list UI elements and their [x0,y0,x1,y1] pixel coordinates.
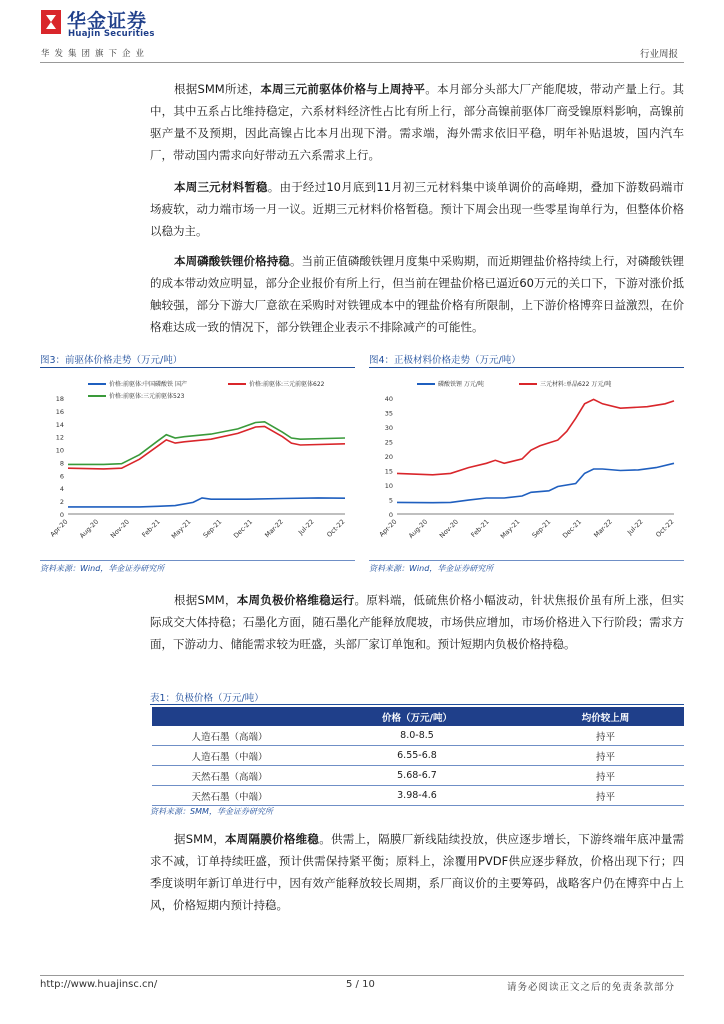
footer-disclaimer: 请务必阅读正文之后的免责条款部分 [507,982,676,993]
x-tick-label: Nov-20 [437,517,460,540]
x-tick-label: Dec-21 [561,517,584,540]
x-tick-label: Feb-21 [140,517,162,540]
table-row [152,746,684,766]
anode-price-table [152,707,684,806]
y-tick-label: 10 [55,446,64,455]
figure4-source: 资料来源：Wind，华金证券研究所 [369,564,494,573]
logo-mark-icon [40,9,62,35]
y-tick-label: 10 [384,482,393,490]
page-number: 5 / 10 [346,979,375,990]
legend-label: 磷酸铁锂 万元/吨 [438,381,484,388]
y-tick-label: 8 [59,459,64,468]
table1-caption: 表1：负极价格（万元/吨） [150,693,264,704]
p5-lead: 据SMM， [174,832,225,846]
legend-label: 价格:前驱体:中国磷酸铁 国产 [109,381,187,388]
product-cell: 天然石墨（高端） [152,766,307,786]
y-tick-label: 40 [384,395,393,403]
p2-body: 。由于经过10月底到11月初三元材料集中谈单调价的高峰期，叠加下游数码端市场疲软，动力端市场一月一议。近期三元材料价格暂稳。预计下周会出现一些零星询单行为，但整体价格以稳为主。 [150,180,685,238]
p1-body: 。本月部分头部大厂产能爬坡，带动产量上行。其中，其中五系占比维持稳定，六系材料经济性占比有所上行，部分高镍前驱体厂商受镍原料影响，高镍前驱产量不及预期，因此高镍占比本月出现下滑。需求端，海外需求依旧平稳，明年补贴退坡，国内汽车厂，带动国内需求向好带动五六系需求上行。 [150,82,684,162]
x-tick-label: Jul-22 [296,517,316,537]
y-tick-label: 0 [59,511,64,519]
p5-body: 。供需上，隔膜厂新线陆续投放，供应逐步增长，下游终端年底冲量需求不减，订单持续旺盛，预计供需保持紧平衡；原料上，涂覆用PVDF供应逐步释放，价格出现下行；四季度谈明年新订单进行中，因有效产能释放较长周期，系厂商议价的主要筹码，战略客户仍在博弈中占上风，价格短期内预计持稳。 [150,832,684,912]
x-tick-label: Sep-21 [201,517,224,540]
paragraph-precursor [150,78,684,166]
price-cell: 3.98-4.6 [307,786,527,806]
table-header-cell [152,707,307,726]
figure3-caption: 图3：前驱体价格走势（万元/吨） [40,355,183,366]
p3-highlight: 本周磷酸铁锂价格持稳 [174,254,290,268]
y-tick-label: 12 [55,433,64,442]
series-line [68,498,345,507]
legend-label: 价格:前驱体:三元前驱体622 [249,381,325,388]
price-cell: 6.55-6.8 [307,746,527,766]
change-cell: 持平 [527,786,684,806]
p1-lead: 根据SMM所述， [174,82,261,96]
x-tick-label: Aug-20 [78,517,101,540]
series-line [68,426,345,469]
figure4-caption: 图4：正极材料价格走势（万元/吨） [369,355,521,366]
x-tick-label: Apr-20 [48,517,70,539]
product-cell: 人造石墨（中端） [152,746,307,766]
legend-label: 价格:前驱体:三元前驱体523 [109,393,185,400]
y-tick-label: 14 [55,420,64,429]
change-cell: 持平 [527,766,684,786]
y-tick-label: 5 [388,496,393,505]
x-tick-label: Oct-22 [325,517,347,539]
table-header-row [152,707,684,726]
x-tick-label: Sep-21 [530,517,553,540]
product-cell: 天然石墨（中端） [152,786,307,806]
x-tick-label: Feb-21 [469,517,491,540]
y-tick-label: 2 [59,498,64,507]
x-tick-label: Apr-20 [377,517,399,539]
series-line [397,399,674,474]
series-line [397,463,674,502]
y-tick-label: 35 [384,409,393,418]
header-divider [40,62,684,63]
x-tick-label: Mar-22 [592,517,614,540]
y-tick-label: 4 [59,485,64,494]
x-tick-label: May-21 [169,517,193,541]
x-tick-label: Jul-22 [625,517,645,537]
logo-chinese-name: 华金证券 [67,10,148,32]
footer-divider [40,975,684,976]
y-tick-label: 25 [384,438,393,447]
logo-english-name: Huajin Securities [68,29,155,39]
change-cell: 持平 [527,746,684,766]
footer-website-link[interactable]: http://www.huajinsc.cn/ [40,979,158,990]
y-tick-label: 30 [384,424,393,432]
x-tick-label: Mar-22 [263,517,285,540]
p2-highlight: 本周三元材料暂稳 [174,180,268,194]
paragraph-anode [150,589,684,655]
figure3-chart [40,372,355,557]
p1-highlight: 本周三元前驱体价格与上周持平 [260,82,426,96]
p4-highlight: 本周负极价格维稳运行 [236,593,355,607]
p4-lead: 根据SMM， [174,593,237,607]
table-header-cell: 均价较上周 [527,707,684,726]
paragraph-separator [150,828,684,916]
price-cell: 8.0-8.5 [307,726,527,746]
report-type: 行业周报 [640,49,679,60]
paragraph-lfp [150,250,684,338]
x-tick-label: Aug-20 [407,517,430,540]
figure4-plot [378,380,676,540]
y-tick-label: 20 [384,453,393,461]
p5-highlight: 本周隔膜价格维稳 [224,832,320,846]
y-tick-label: 15 [384,467,393,476]
figure3-source: 资料来源：Wind，华金证券研究所 [40,564,165,573]
figure4-source-rule [369,560,684,561]
group-tagline: 华发集团旗下企业 [41,49,150,59]
paragraph-ternary [150,176,684,242]
figure3-source-rule [40,560,355,561]
x-tick-label: Nov-20 [108,517,131,540]
y-tick-label: 18 [55,395,64,403]
table-row [152,766,684,786]
figure4-caption-rule [369,367,684,368]
figure4-chart [369,372,684,557]
p3-body: 。当前正值磷酸铁锂月度集中采购期，而近期锂盐价格持续上行，对磷酸铁锂的成本带动效应明显，部分企业报价有所上行，但当前在锂盐价格已逼近60万元的关口下，下游对涨价抵触较强，部分下游大厂意欲在采购时对铁锂成本中的锂盐价格有所限制，上下游价格博弈日益激烈，在价格难达成一致的情况下，部分铁锂企业表示不排除减产的可能性。 [150,254,685,334]
x-tick-label: Oct-22 [654,517,676,539]
table1-caption-rule [150,704,684,705]
x-tick-label: May-21 [498,517,522,541]
legend-label: 三元材料:单晶622 万元/吨 [540,381,612,388]
p4-body: 。原料端，低硫焦价格小幅波动，针状焦报价虽有所上涨，但实际成交大体持稳；石墨化方面，随石墨化产能释放爬坡，市场供应增加，市场价格进入下行阶段；需求方面，下游动力、储能需求较为旺盛，头部厂家订单饱和。预计短期内负极价格持稳。 [150,593,684,651]
price-cell: 5.68-6.7 [307,766,527,786]
table-header-cell: 价格（万元/吨） [307,707,527,726]
change-cell: 持平 [527,726,684,746]
figure3-plot [49,380,347,540]
table-row [152,726,684,746]
y-tick-label: 0 [388,511,393,519]
table-row [152,786,684,806]
table1-source: 资料来源：SMM，华金证券研究所 [150,807,273,816]
x-tick-label: Dec-21 [232,517,255,540]
product-cell: 人造石墨（高端） [152,726,307,746]
y-tick-label: 16 [55,407,64,416]
figure3-caption-rule [40,367,355,368]
series-line [68,422,345,465]
y-tick-label: 6 [59,472,64,481]
